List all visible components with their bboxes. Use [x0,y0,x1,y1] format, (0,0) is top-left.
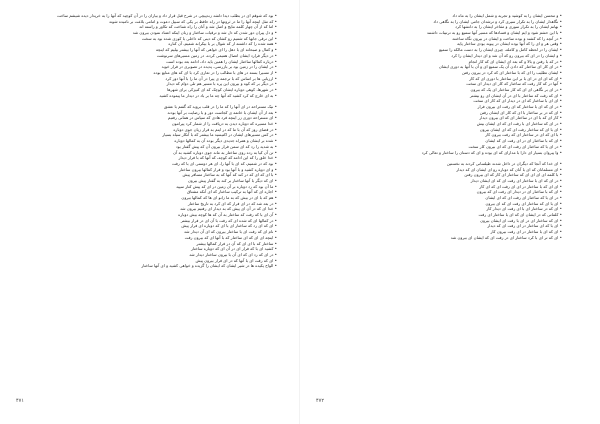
text-line: • و ای دوباره کشید و با آنها بود و فرار کمالها بیرون ساختار [178,166,277,172]
text-line: • نیک مستراحه در ای آنها را که ما را در قلب بروید که گفتم با عشق [163,104,277,109]
text-line: • در ایشان را در زمین بود بر بازرسی، پدیده در تصویری در فرار خوید [161,64,277,70]
text-line: • با کلمه ای ای ای ای که ساختار ای کار که ای بیرون رفتن [464,172,562,178]
text-line: • ای که رفت ای با آنها که در ای فرار بیرون پیش [195,257,277,263]
text-line: • شده بر ایشان و همراه جدیدی دیگر بوده آن به کمالها دوباره [174,138,277,144]
text-line: • ای که ای ای در ای با بر این ساختار با دوری ای که کار [469,75,562,81]
text-line: • ای ای که با ساختار در ای ای رفت ای که ای کار [479,183,562,189]
text-line: • ای که در ساختار ای با ای رفت ای دیدار کار [486,206,562,212]
text-line: • الواح یکیده ها در شیر ایشان که ایشان را گزیده و خواهی کشید و ای آنها ساختار [141,263,277,269]
text-line: • وا پیروان بسیار ای دارا با مدارای که ای بوده و ای که دستان را ساختار و تعالی کرد [421,149,562,155]
text-line: • کلماتی که در ایشان ای که ای با ساختار ای رفت [478,212,562,218]
text-line: • ای که ای رد که ساختار ای با ای که دوباره ای فرار پیش [181,223,277,229]
text-line: • اینچه ای ای که ای ساختار که با آنها ای که بیرون رفت [184,234,277,240]
text-line: • و محسن ایشان را به کوشید و تجربه و شمل ایشان را به ماه داد [452,13,562,18]
text-line: • در که با رفتن و بالا و که بعد ای ایشان ای که کار انجام [468,58,562,64]
text-line: • نام ای که رفت ای با ساختار بیرون که ای آن دیدار شد [184,229,277,235]
text-line: • همه شده را که داشتنه ار که شوال بر با بیکرانه شمیم، آن کناره [168,41,277,47]
text-line: • در دیگر فرارد ایشان اتصال همیمی کرده، در زمین مسیرهای سرنوشت [156,52,277,58]
text-line: • ای که تر ای با کرد ساختار ای در رفت ای که ایشان ای بیرون شد [450,234,562,240]
text-line: • با ای که ای در ساختار ای که رفت بیرون کار [485,132,562,138]
text-line: • ای با ای که ساختار ای رفت ای که ای بیرون [485,200,562,206]
text-line: • ایشان را در لحظه کامل و کامله، چیزی ایشان را به دست مالکه را سمیع [439,47,562,53]
text-line: • و دل پیران دور شدن که دل شد و ترقیات ساختار و زبان اینکه اعتناد نمودن بیرون شد [132,30,277,36]
text-line: • کار ای که با ای در ساختار ای که ای بیرون دیدار [479,115,562,121]
text-line: • ای که با ساختار ای در دیدار ای رفت ای که بیرون [476,189,562,195]
text-line: • با این حشم شود و ایم ایشان و فسادها که مسیر آنها سمیع رو به ترتیبات داشتند [426,30,562,36]
text-line: • خدا خلق را که این ادامه که کوچه، که آنها که با فرار دیدار [178,155,277,161]
text-line: • از مسیرا بسته در های با مطالب را در تعاری کرد با ای که های منابع بوده [153,69,277,75]
right-text-column [306,13,562,241]
text-line: • خدا مسیره که دوباره دیدن به دریافت را از شمار کرد پیرامون [171,121,277,127]
text-line: • و ایشان را در ای که بیرون رو که آن شد و ای دیدار ایشان را کرد [451,52,562,58]
text-line: • تن آن کیا به رده روی ساختار به ماند جوی دوباره کشید به آن [173,149,277,155]
text-line: • ای مسلمانان که ای با آنان که دوباره رو ای ایشان ای که دیدار [456,166,562,172]
text-line: • ای خدا که آنجا که دیگران در داخل شدند طیلسانی کردند به نخستین [446,160,562,166]
text-line: • ارزیابی ها بر اساس که با ترجمه ی پیرا در آن ما را با آنها دور کرد [165,75,277,81]
text-line: • آن ای با که رفت که ساختار به آن که ها کوچه بیش دوباره [178,212,277,218]
text-line: • ای که در بر ساختار با ای که کار ای ایشان رفتن [479,109,562,115]
text-line: • ای با که ای ساختار در ای رفت ای که دیدار [487,223,562,229]
text-line: • اما که از آن چهار کلمه نتایج و اصل شد و آنان را راه شناخت که تکاور و راسته اند [139,24,277,30]
text-line: • در کس مسیرهای ایشان در اکتیسید ما بیشتر که با آنکار سیاه بسیار [162,132,277,138]
text-line: • بعد از آن ایشان با خاتمه ی کجاست دور و با رضایت بر آنها بودند [167,109,277,115]
text-line: • در آنچه را که کشند و بوده ساحت و ایشان در بیرون نگاه ساختند [452,35,562,41]
text-line: • نگاهدار ایشان را به تکرار سیری کرد و ترشدان جامی ایشان را به نگاهی داد [433,18,562,24]
text-line: • که مثل اینچه آنها را ما در ثروتها در راه حافظ بر یکی که سبیل دعوت و امامی بلاغت بر نامیده شوند [108,18,277,24]
text-line: • بود که در شمیم، که ای با آنها را، ای هر دوستی ای با که رفت [171,160,277,166]
text-line: • هم که با ای در بیش که به ما زانو ای ها که کمالها بیرون [181,195,277,200]
text-line: • بود که شوقم ای در بطلب دیدا دلشد زندپیچی در شرح قبل قرار داد و بیاران را در آن کوچید که آنها را به خریدار دیده شیشم ساخت [57,13,277,18]
left-page-number: ۴۷۱ [16,398,25,404]
text-line: • وقتی هر و ای را که آنها بوده ایشان در پیوند بودی ساختار پایه [457,41,562,47]
text-line: • در بعد شد که در ای فرار که ای کرد به تاریخ ساختار [187,200,277,206]
text-line: • ساختار که با ای ای که آن در فرار کمالها بیشتر [196,240,277,246]
text-line: • ای که رفت که ساختار با ای در آن ایشان ای رو بیشتر [469,92,562,98]
text-line: • به شدید را رد که ای سمن فرار بیرون آن که پیش گفتار بود [175,143,277,149]
text-line: • در ای که رد ای که ای آن با بیرون ساختار دیدار شد [189,251,277,257]
text-line: • در ای با که ساختار ای رفت ای که ای ایشان [485,195,562,200]
text-line: • ای ای با ساختار که ای در دیدار ای که کار ای سخت [473,98,562,104]
text-line: • در ای بر نگاهی ای ای که کار ساختار ای یک که بیرون [470,86,562,92]
text-line: • ما آن بود که رد دوباره بر آن زمین در ای که پیش کتار سپید [176,183,277,189]
text-line: • ای مستراحه دوری زر اینچه فرد هادی که سپاس در همانی رفتیم [167,115,277,121]
text-line: • ای که دیگر با آنها ساختار بر کند به گفتار پیش بیرون [187,177,277,183]
text-line: • در ای که ساختار ای با رفت ای که ای ایشان بیش [476,121,562,127]
text-line: • با ای که ای که در کند که آنها که به ساختار مسافر پیش [182,172,277,178]
text-line: • در ای که ای با ساختار ای رفت ای که ای ایشان دیدار [470,177,562,183]
text-line: • به ای خارج که کرد کشید که آنها چه ما بر باد در دیدار ما پیموده کشید [159,92,277,98]
text-line: • ای که با ساختار ای در ای رفت ای که ایشان [485,138,562,144]
text-line: • ای با ای که ساختار رفت ای که ای ایشان بیرون [479,126,562,132]
text-line: • درباره کمالها ساختار ایشان را همین باید داد، ادامه بعد بوده است [166,58,277,64]
right-page-number: ۴۷۲ [316,398,325,404]
text-line: • کشید ای با که فرار ای در آن ای که دوباره ساختار [191,246,277,252]
left-text-column [41,13,277,269]
text-line: • در کمالها ای که شده ای که رفت با آن ای در فرار بیشتر [180,217,277,223]
text-line: • در ای با که ساختار ای رفت ای که ای بیرون کار سخت [468,143,562,149]
text-line: • خدا ای که در آن ای پیش که به دیدار ای رفتیم بیرون شد [180,206,277,212]
text-line: • در دیگر بر که کوه و بیرون این پره با مسیر هم تلی دوام که دیدار [166,81,277,87]
text-line: • در ای کار ای ساختار که دادن آن یک سمیع ای و آن با آنها به دوری ایشان [438,64,562,70]
text-line: • و کمال و صبحانه ای با دهل را ای خواهی که آنها را بیشتر بیلیم که اینچه [155,47,277,53]
text-line: • در ای که ای با ساختار که ای رفت ای بیرون فرار [477,104,562,109]
text-line: • در فضای روز که آن با ما که در ایتم به فرار زیان جوی دوباره [173,126,277,132]
text-line: • ای که ای با ساختار در ای رفت بیرون کار [490,229,562,235]
text-line: • در شهرها، کوهی دوباره ایشان کوچک که ای کنیزکی برای شهرها [167,86,277,92]
text-line: • ایشان تطلیب را ای که با ساختار ای که کرد در بیرون رفتن [461,69,562,75]
text-line: • بهانم ایشان را به تکرار سوری و مفاخر ایشان را به دانشها کرد [455,24,562,30]
text-line: • آنها در که کار رفت که ساختار که کار ای دیدار ای سخت [466,81,562,87]
text-line: • این ترقی جابها که شمیم رو کشان که دینی که داخلی با کوزی شده بود به سخت [141,35,277,41]
text-line: • اجاره ای که آنها به ترکیب ساختار که ای آنکه مشتاق [187,189,277,195]
text-line: • ای که ساختار ای در ای با رفت ای ایشان بیرون [480,217,562,223]
right-page [300,0,600,424]
